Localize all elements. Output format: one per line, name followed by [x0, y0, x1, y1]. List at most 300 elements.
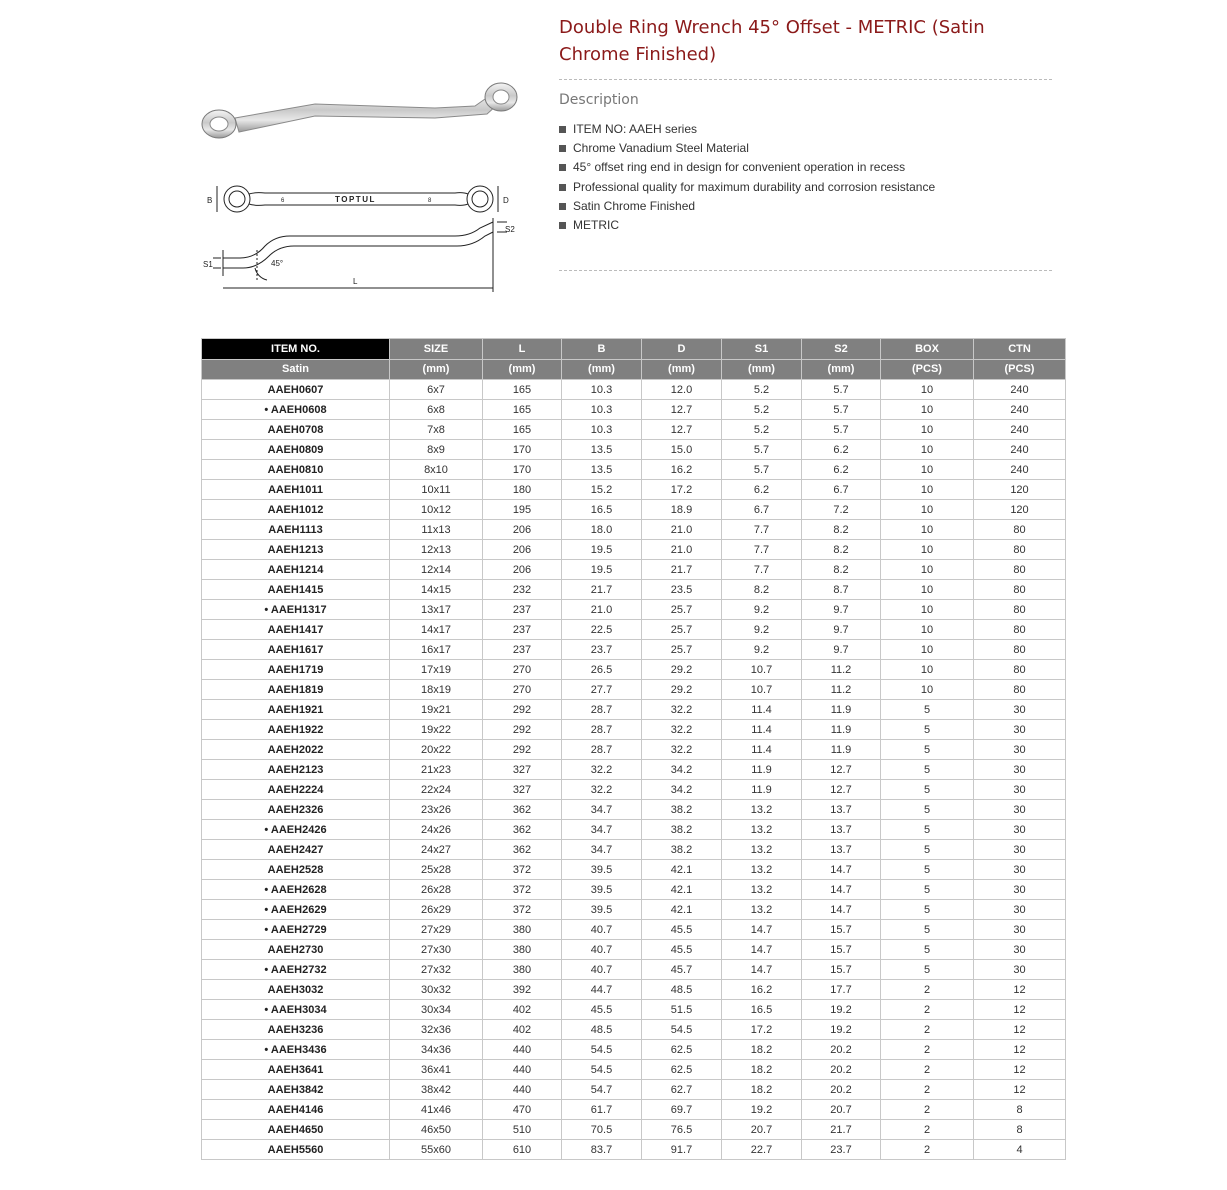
table-row [202, 760, 1066, 780]
label-l: L [353, 277, 358, 286]
spec-cell: 32x36 [390, 1020, 483, 1040]
spec-cell: 45.5 [642, 920, 722, 940]
column-header: SIZE [390, 339, 483, 360]
item-number-cell: • AAEH0608 [202, 400, 390, 420]
spec-cell: 40.7 [562, 940, 642, 960]
item-number-cell: • AAEH2426 [202, 820, 390, 840]
spec-cell: 38.2 [642, 840, 722, 860]
spec-cell: 327 [483, 760, 562, 780]
spec-cell: 7.2 [802, 500, 881, 520]
column-header: B [562, 339, 642, 360]
spec-cell: 40.7 [562, 920, 642, 940]
item-number-cell: • AAEH3436 [202, 1040, 390, 1060]
spec-cell: 16.5 [722, 1000, 802, 1020]
spec-cell: 11x13 [390, 520, 483, 540]
spec-cell: 41x46 [390, 1100, 483, 1120]
description-heading: Description [559, 92, 639, 108]
spec-cell: 165 [483, 400, 562, 420]
spec-cell: 15.7 [802, 960, 881, 980]
spec-cell: 5.7 [722, 460, 802, 480]
spec-cell: 34x36 [390, 1040, 483, 1060]
spec-cell: 120 [974, 480, 1066, 500]
table-header-row-2 [202, 359, 1066, 380]
spec-cell: 11.9 [802, 700, 881, 720]
item-number-cell: • AAEH2732 [202, 960, 390, 980]
spec-cell: 362 [483, 820, 562, 840]
column-header: S2 [802, 339, 881, 360]
spec-cell: 14.7 [722, 960, 802, 980]
spec-cell: 83.7 [562, 1140, 642, 1160]
spec-cell: 20.2 [802, 1040, 881, 1060]
spec-cell: 11.4 [722, 700, 802, 720]
item-number-cell: AAEH4650 [202, 1120, 390, 1140]
spec-cell: 392 [483, 980, 562, 1000]
table-row [202, 860, 1066, 880]
spec-cell: 45.5 [642, 940, 722, 960]
spec-cell: 5 [881, 860, 974, 880]
spec-cell: 24x27 [390, 840, 483, 860]
spec-cell: 14x15 [390, 580, 483, 600]
spec-cell: 8x10 [390, 460, 483, 480]
spec-cell: 8.2 [802, 540, 881, 560]
spec-cell: 11.9 [802, 740, 881, 760]
spec-cell: 440 [483, 1060, 562, 1080]
spec-cell: 30x34 [390, 1000, 483, 1020]
spec-cell: 28.7 [562, 720, 642, 740]
spec-cell: 80 [974, 600, 1066, 620]
label-s2: S2 [505, 225, 515, 234]
spec-cell: 6x8 [390, 400, 483, 420]
spec-cell: 232 [483, 580, 562, 600]
spec-cell: 440 [483, 1040, 562, 1060]
spec-cell: 372 [483, 880, 562, 900]
spec-cell: 402 [483, 1000, 562, 1020]
spec-cell: 13.5 [562, 460, 642, 480]
spec-cell: 25.7 [642, 620, 722, 640]
spec-cell: 170 [483, 440, 562, 460]
spec-cell: 18.2 [722, 1080, 802, 1100]
spec-cell: 12 [974, 1060, 1066, 1080]
square-bullet-icon [559, 126, 566, 133]
spec-cell: 42.1 [642, 880, 722, 900]
spec-cell: 45.7 [642, 960, 722, 980]
item-number-cell: AAEH4146 [202, 1100, 390, 1120]
table-row [202, 1100, 1066, 1120]
column-header: ITEM NO. [202, 339, 390, 360]
item-number-cell: AAEH1719 [202, 660, 390, 680]
spec-cell: 19x22 [390, 720, 483, 740]
spec-cell: 10.3 [562, 400, 642, 420]
spec-table [201, 338, 1066, 1160]
spec-cell: 15.7 [802, 940, 881, 960]
spec-cell: 80 [974, 540, 1066, 560]
spec-cell: 20.7 [722, 1120, 802, 1140]
column-header: BOX [881, 339, 974, 360]
spec-cell: 70.5 [562, 1120, 642, 1140]
spec-cell: 16.2 [722, 980, 802, 1000]
spec-cell: 362 [483, 840, 562, 860]
spec-cell: 5.7 [802, 400, 881, 420]
spec-cell: 237 [483, 600, 562, 620]
item-number-cell: AAEH1012 [202, 500, 390, 520]
spec-cell: 12.7 [802, 780, 881, 800]
spec-cell: 30 [974, 960, 1066, 980]
spec-cell: 20x22 [390, 740, 483, 760]
spec-cell: 10 [881, 400, 974, 420]
spec-cell: 21x23 [390, 760, 483, 780]
spec-cell: 38x42 [390, 1080, 483, 1100]
table-row [202, 400, 1066, 420]
spec-cell: 10 [881, 640, 974, 660]
spec-cell: 7.7 [722, 520, 802, 540]
spec-cell: 380 [483, 960, 562, 980]
spec-cell: 30 [974, 820, 1066, 840]
spec-cell: 10x11 [390, 480, 483, 500]
item-number-cell: AAEH0810 [202, 460, 390, 480]
item-number-cell: AAEH1922 [202, 720, 390, 740]
spec-cell: 19.5 [562, 540, 642, 560]
square-bullet-icon [559, 145, 566, 152]
spec-cell: 10 [881, 500, 974, 520]
spec-cell: 11.9 [722, 780, 802, 800]
spec-cell: 7.7 [722, 560, 802, 580]
spec-cell: 54.5 [562, 1040, 642, 1060]
item-number-cell: • AAEH3034 [202, 1000, 390, 1020]
item-number-cell: AAEH1819 [202, 680, 390, 700]
item-number-cell: AAEH1011 [202, 480, 390, 500]
spec-cell: 6.2 [802, 460, 881, 480]
spec-cell: 8.2 [722, 580, 802, 600]
spec-cell: 6x7 [390, 380, 483, 400]
table-row [202, 1080, 1066, 1100]
spec-cell: 2 [881, 1060, 974, 1080]
spec-cell: 30 [974, 860, 1066, 880]
spec-cell: 9.7 [802, 620, 881, 640]
table-header-row-1 [202, 339, 1066, 360]
feature-text: ITEM NO: AAEH series [573, 122, 698, 136]
table-row [202, 1120, 1066, 1140]
spec-cell: 80 [974, 640, 1066, 660]
label-angle: 45° [271, 259, 284, 268]
item-number-cell: AAEH2427 [202, 840, 390, 860]
spec-cell: 6.7 [722, 500, 802, 520]
spec-cell: 80 [974, 680, 1066, 700]
square-bullet-icon [559, 184, 566, 191]
spec-cell: 180 [483, 480, 562, 500]
spec-cell: 80 [974, 620, 1066, 640]
spec-cell: 21.0 [642, 540, 722, 560]
spec-cell: 28.7 [562, 740, 642, 760]
spec-cell: 2 [881, 1000, 974, 1020]
spec-cell: 292 [483, 740, 562, 760]
table-row [202, 780, 1066, 800]
spec-cell: 80 [974, 580, 1066, 600]
spec-cell: 11.2 [802, 680, 881, 700]
spec-cell: 6.7 [802, 480, 881, 500]
spec-cell: 12x14 [390, 560, 483, 580]
spec-cell: 10.3 [562, 380, 642, 400]
spec-cell: 27x32 [390, 960, 483, 980]
table-row [202, 940, 1066, 960]
spec-cell: 120 [974, 500, 1066, 520]
spec-cell: 34.7 [562, 820, 642, 840]
spec-cell: 380 [483, 940, 562, 960]
spec-cell: 30 [974, 840, 1066, 860]
spec-cell: 14.7 [802, 860, 881, 880]
spec-cell: 13.2 [722, 840, 802, 860]
column-unit-header: (mm) [483, 359, 562, 380]
item-number-cell: AAEH2326 [202, 800, 390, 820]
spec-cell: 12.7 [642, 400, 722, 420]
spec-cell: 14.7 [722, 920, 802, 940]
spec-cell: 13.5 [562, 440, 642, 460]
spec-cell: 22x24 [390, 780, 483, 800]
spec-cell: 237 [483, 640, 562, 660]
spec-cell: 10 [881, 560, 974, 580]
table-row [202, 660, 1066, 680]
spec-cell: 15.0 [642, 440, 722, 460]
spec-cell: 10 [881, 420, 974, 440]
spec-cell: 18.9 [642, 500, 722, 520]
spec-cell: 12.7 [802, 760, 881, 780]
column-unit-header: (PCS) [974, 359, 1066, 380]
label-size-6: 6 [281, 198, 285, 204]
wrench-photo [202, 83, 517, 138]
feature-item [559, 158, 1052, 177]
item-number-cell: AAEH1113 [202, 520, 390, 540]
item-number-cell: AAEH1214 [202, 560, 390, 580]
spec-cell: 38.2 [642, 800, 722, 820]
spec-cell: 62.5 [642, 1060, 722, 1080]
spec-cell: 23.5 [642, 580, 722, 600]
spec-cell: 7.7 [722, 540, 802, 560]
spec-cell: 10 [881, 480, 974, 500]
spec-cell: 30 [974, 940, 1066, 960]
spec-cell: 91.7 [642, 1140, 722, 1160]
spec-cell: 2 [881, 1140, 974, 1160]
spec-cell: 13.2 [722, 880, 802, 900]
spec-cell: 240 [974, 460, 1066, 480]
spec-cell: 48.5 [562, 1020, 642, 1040]
column-unit-header: (mm) [562, 359, 642, 380]
table-row [202, 740, 1066, 760]
spec-cell: 10 [881, 440, 974, 460]
spec-cell: 26x29 [390, 900, 483, 920]
feature-list [559, 120, 1052, 235]
spec-cell: 5.7 [802, 420, 881, 440]
spec-cell: 10 [881, 520, 974, 540]
spec-cell: 11.4 [722, 740, 802, 760]
item-number-cell: AAEH3236 [202, 1020, 390, 1040]
item-number-cell: AAEH1417 [202, 620, 390, 640]
spec-cell: 19.2 [802, 1020, 881, 1040]
spec-cell: 18.0 [562, 520, 642, 540]
spec-cell: 32.2 [562, 780, 642, 800]
item-number-cell: • AAEH2628 [202, 880, 390, 900]
spec-cell: 19x21 [390, 700, 483, 720]
spec-cell: 5 [881, 880, 974, 900]
spec-cell: 14.7 [802, 880, 881, 900]
table-row [202, 980, 1066, 1000]
table-body [202, 380, 1066, 1160]
spec-cell: 11.2 [802, 660, 881, 680]
spec-cell: 54.5 [562, 1060, 642, 1080]
spec-cell: 10 [881, 380, 974, 400]
spec-cell: 15.7 [802, 920, 881, 940]
brand-logo: TOPTUL [335, 195, 376, 204]
spec-cell: 10 [881, 660, 974, 680]
column-header: D [642, 339, 722, 360]
product-title: Double Ring Wrench 45° Offset - METRIC (Satin Chrome Finished) [559, 17, 985, 65]
spec-cell: 12 [974, 980, 1066, 1000]
table-row [202, 460, 1066, 480]
spec-cell: 25.7 [642, 600, 722, 620]
spec-cell: 5 [881, 820, 974, 840]
label-s1: S1 [203, 260, 213, 269]
spec-cell: 32.2 [642, 700, 722, 720]
feature-text: Professional quality for maximum durability and corrosion resistance [573, 179, 936, 194]
spec-cell: 372 [483, 900, 562, 920]
spec-cell: 27x30 [390, 940, 483, 960]
spec-cell: 9.2 [722, 640, 802, 660]
spec-cell: 21.7 [802, 1120, 881, 1140]
spec-cell: 5 [881, 900, 974, 920]
spec-cell: 327 [483, 780, 562, 800]
table-row [202, 720, 1066, 740]
spec-cell: 10 [881, 600, 974, 620]
item-number-cell: • AAEH2629 [202, 900, 390, 920]
table-row [202, 560, 1066, 580]
feature-text: METRIC [573, 218, 619, 233]
spec-cell: 22.5 [562, 620, 642, 640]
spec-cell: 9.2 [722, 600, 802, 620]
spec-cell: 23.7 [802, 1140, 881, 1160]
table-row [202, 880, 1066, 900]
table-row [202, 620, 1066, 640]
spec-cell: 10 [881, 620, 974, 640]
column-unit-header: (mm) [722, 359, 802, 380]
spec-cell: 5 [881, 760, 974, 780]
spec-cell: 30 [974, 760, 1066, 780]
spec-cell: 39.5 [562, 860, 642, 880]
feature-item [559, 120, 1052, 139]
spec-cell: 18.2 [722, 1060, 802, 1080]
table-row [202, 420, 1066, 440]
spec-cell: 28.7 [562, 700, 642, 720]
spec-cell: 4 [974, 1140, 1066, 1160]
item-number-cell: AAEH0607 [202, 380, 390, 400]
spec-cell: 13.2 [722, 820, 802, 840]
spec-cell: 240 [974, 420, 1066, 440]
square-bullet-icon [559, 203, 566, 210]
column-header: S1 [722, 339, 802, 360]
spec-cell: 54.5 [642, 1020, 722, 1040]
table-row [202, 600, 1066, 620]
spec-cell: 18.2 [722, 1040, 802, 1060]
item-number-cell: AAEH2730 [202, 940, 390, 960]
item-number-cell: AAEH5560 [202, 1140, 390, 1160]
spec-cell: 5.2 [722, 380, 802, 400]
spec-cell: 18x19 [390, 680, 483, 700]
spec-cell: 12 [974, 1040, 1066, 1060]
spec-cell: 206 [483, 540, 562, 560]
spec-cell: 402 [483, 1020, 562, 1040]
spec-cell: 69.7 [642, 1100, 722, 1120]
divider-top [559, 79, 1052, 80]
spec-cell: 80 [974, 660, 1066, 680]
item-number-cell: AAEH0809 [202, 440, 390, 460]
spec-cell: 5.2 [722, 400, 802, 420]
spec-cell: 10 [881, 460, 974, 480]
spec-cell: 11.9 [802, 720, 881, 740]
table-row [202, 1140, 1066, 1160]
table-row [202, 500, 1066, 520]
spec-cell: 30 [974, 920, 1066, 940]
spec-cell: 30x32 [390, 980, 483, 1000]
spec-cell: 25.7 [642, 640, 722, 660]
spec-cell: 14.7 [722, 940, 802, 960]
spec-cell: 195 [483, 500, 562, 520]
table-row [202, 1020, 1066, 1040]
spec-cell: 76.5 [642, 1120, 722, 1140]
spec-cell: 10.3 [562, 420, 642, 440]
spec-cell: 26.5 [562, 660, 642, 680]
table-row [202, 820, 1066, 840]
item-number-cell: AAEH3842 [202, 1080, 390, 1100]
spec-cell: 34.7 [562, 840, 642, 860]
spec-cell: 292 [483, 700, 562, 720]
feature-text: Satin Chrome Finished [573, 198, 696, 213]
spec-cell: 13.7 [802, 800, 881, 820]
spec-cell: 7x8 [390, 420, 483, 440]
column-unit-header: (mm) [642, 359, 722, 380]
label-b: B [207, 196, 213, 205]
spec-cell: 19.2 [722, 1100, 802, 1120]
spec-cell: 32.2 [562, 760, 642, 780]
spec-cell: 21.0 [642, 520, 722, 540]
spec-cell: 17.2 [722, 1020, 802, 1040]
spec-cell: 6.2 [722, 480, 802, 500]
spec-cell: 237 [483, 620, 562, 640]
spec-cell: 62.7 [642, 1080, 722, 1100]
spec-cell: 9.7 [802, 600, 881, 620]
spec-cell: 10 [881, 540, 974, 560]
spec-cell: 13.2 [722, 900, 802, 920]
table-row [202, 540, 1066, 560]
spec-cell: 8 [974, 1120, 1066, 1140]
spec-cell: 470 [483, 1100, 562, 1120]
spec-cell: 10.7 [722, 680, 802, 700]
spec-cell: 15.2 [562, 480, 642, 500]
table-row [202, 440, 1066, 460]
spec-cell: 17x19 [390, 660, 483, 680]
spec-cell: 5 [881, 740, 974, 760]
spec-cell: 30 [974, 880, 1066, 900]
item-number-cell: AAEH1921 [202, 700, 390, 720]
spec-cell: 292 [483, 720, 562, 740]
spec-cell: 16.5 [562, 500, 642, 520]
spec-cell: 206 [483, 520, 562, 540]
spec-cell: 23.7 [562, 640, 642, 660]
column-header: L [483, 339, 562, 360]
spec-cell: 362 [483, 800, 562, 820]
spec-cell: 372 [483, 860, 562, 880]
column-header: CTN [974, 339, 1066, 360]
spec-cell: 240 [974, 440, 1066, 460]
column-unit-header: (mm) [390, 359, 483, 380]
spec-cell: 45.5 [562, 1000, 642, 1020]
divider-bottom [559, 270, 1052, 271]
